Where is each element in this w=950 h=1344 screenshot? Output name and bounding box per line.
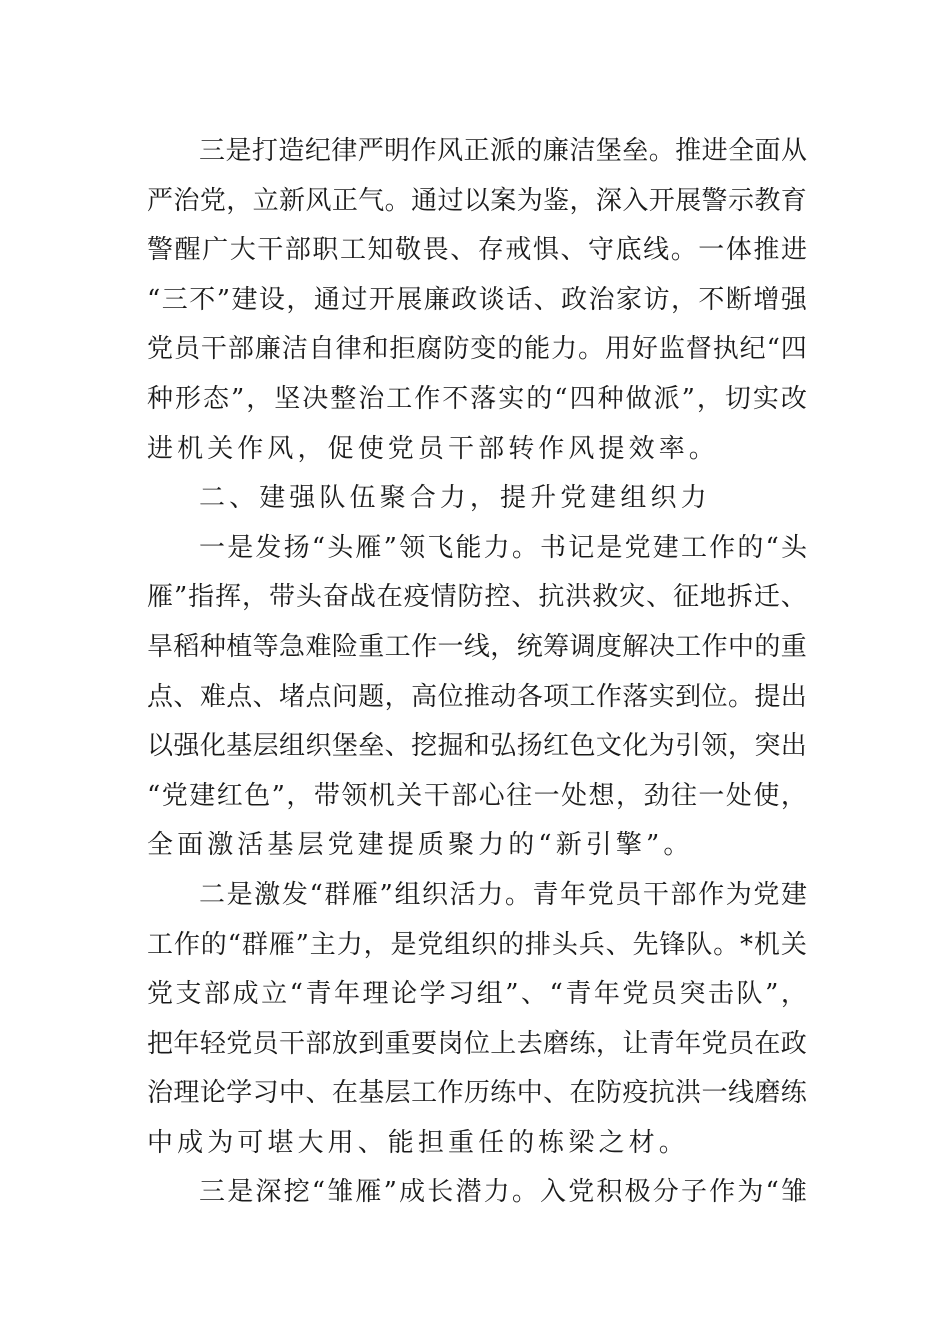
- text-line: 严 治 党 ， 立 新 风 正 气 。 通 过 以 案 为 鉴 ， 深 入 开 展 警 示 教 育: [147, 185, 807, 216]
- text-line: [147, 821, 807, 871]
- line-text: 全面激活基层党建提质聚力的“新引擎”。: [147, 830, 694, 861]
- text-line: 点 、 难 点 、 堵 点 问 题 ， 高 位 推 动 各 项 工 作 落 实 到 位 。 提 出: [147, 681, 807, 712]
- text-line: 二 是 激 发 “ 群 雁 ” 组 织 活 力 。 青 年 党 员 干 部 作 为 党 建: [199, 879, 807, 910]
- text-line: 雁 ” 指 挥 ， 带 头 奋 战 在 疫 情 防 控 、 抗 洪 救 灾 、 征 地 拆 迁 、: [147, 582, 807, 613]
- text-line: 警 醒 广 大 干 部 职 工 知 敬 畏 、 存 戒 惧 、 守 底 线 。 一 体 推 进: [147, 235, 807, 266]
- section-heading: [147, 474, 807, 524]
- text-line: 工 作 的 “ 群 雁 ” 主 力 ， 是 党 组 织 的 排 头 兵 、 先 锋 队 。 * 机 关: [147, 929, 807, 960]
- text-line: 党 支 部 成 立 “ 青 年 理 论 学 习 组 ” 、 “ 青 年 党 员 突 击 队 ” ，: [147, 979, 807, 1010]
- paragraph: [147, 127, 807, 474]
- text-line: [147, 1119, 807, 1169]
- paragraph: [147, 871, 807, 1169]
- text-line: “ 三 不 ” 建 设 ， 通 过 开 展 廉 政 谈 话 、 政 治 家 访 ， 不 断 增 强: [147, 284, 807, 315]
- text-line: 治 理 论 学 习 中 、 在 基 层 工 作 历 练 中 、 在 防 疫 抗 洪 一 线 磨 练: [147, 1078, 807, 1109]
- text-line: 把 年 轻 党 员 干 部 放 到 重 要 岗 位 上 去 磨 练 ， 让 青 年 党 员 在 政: [147, 1028, 807, 1059]
- line-text: 进机关作风，促使党员干部转作风提效率。: [147, 433, 719, 464]
- text-line: 种 形 态 ” ， 坚 决 整 治 工 作 不 落 实 的 “ 四 种 做 派 ” ， 切 实 改: [147, 383, 807, 414]
- text-line: 党 员 干 部 廉 洁 自 律 和 拒 腐 防 变 的 能 力 。 用 好 监 督 执 纪 “ 四: [147, 334, 807, 365]
- text-line: 以 强 化 基 层 组 织 堡 垒 、 挖 掘 和 弘 扬 红 色 文 化 为 引 领 ， 突 出: [147, 731, 807, 762]
- heading-text: 二、建强队伍聚合力，提升党建组织力: [199, 483, 711, 514]
- text-line: 旱 稻 种 植 等 急 难 险 重 工 作 一 线 ， 统 筹 调 度 解 决 工 作 中 的 重: [147, 631, 807, 662]
- text-line: 三 是 打 造 纪 律 严 明 作 风 正 派 的 廉 洁 堡 垒 。 推 进 全 面 从: [199, 136, 807, 166]
- text-line: “ 党 建 红 色 ” ， 带 领 机 关 干 部 心 往 一 处 想 ， 劲 往 一 处 使 ，: [147, 780, 807, 811]
- line-text: 中成为可堪大用、能担重任的栋梁之材。: [147, 1127, 689, 1158]
- text-line: 一 是 发 扬 “ 头 雁 ” 领 飞 能 力 。 书 记 是 党 建 工 作 的 “ 头: [199, 532, 807, 563]
- document-body: [147, 127, 807, 1218]
- text-line: [147, 474, 807, 524]
- paragraph: [147, 1168, 807, 1218]
- text-line: [147, 425, 807, 475]
- paragraph: [147, 524, 807, 871]
- text-line: 三 是 深 挖 “ 雏 雁 ” 成 长 潜 力 。 入 党 积 极 分 子 作 为 “ 雏: [199, 1177, 807, 1208]
